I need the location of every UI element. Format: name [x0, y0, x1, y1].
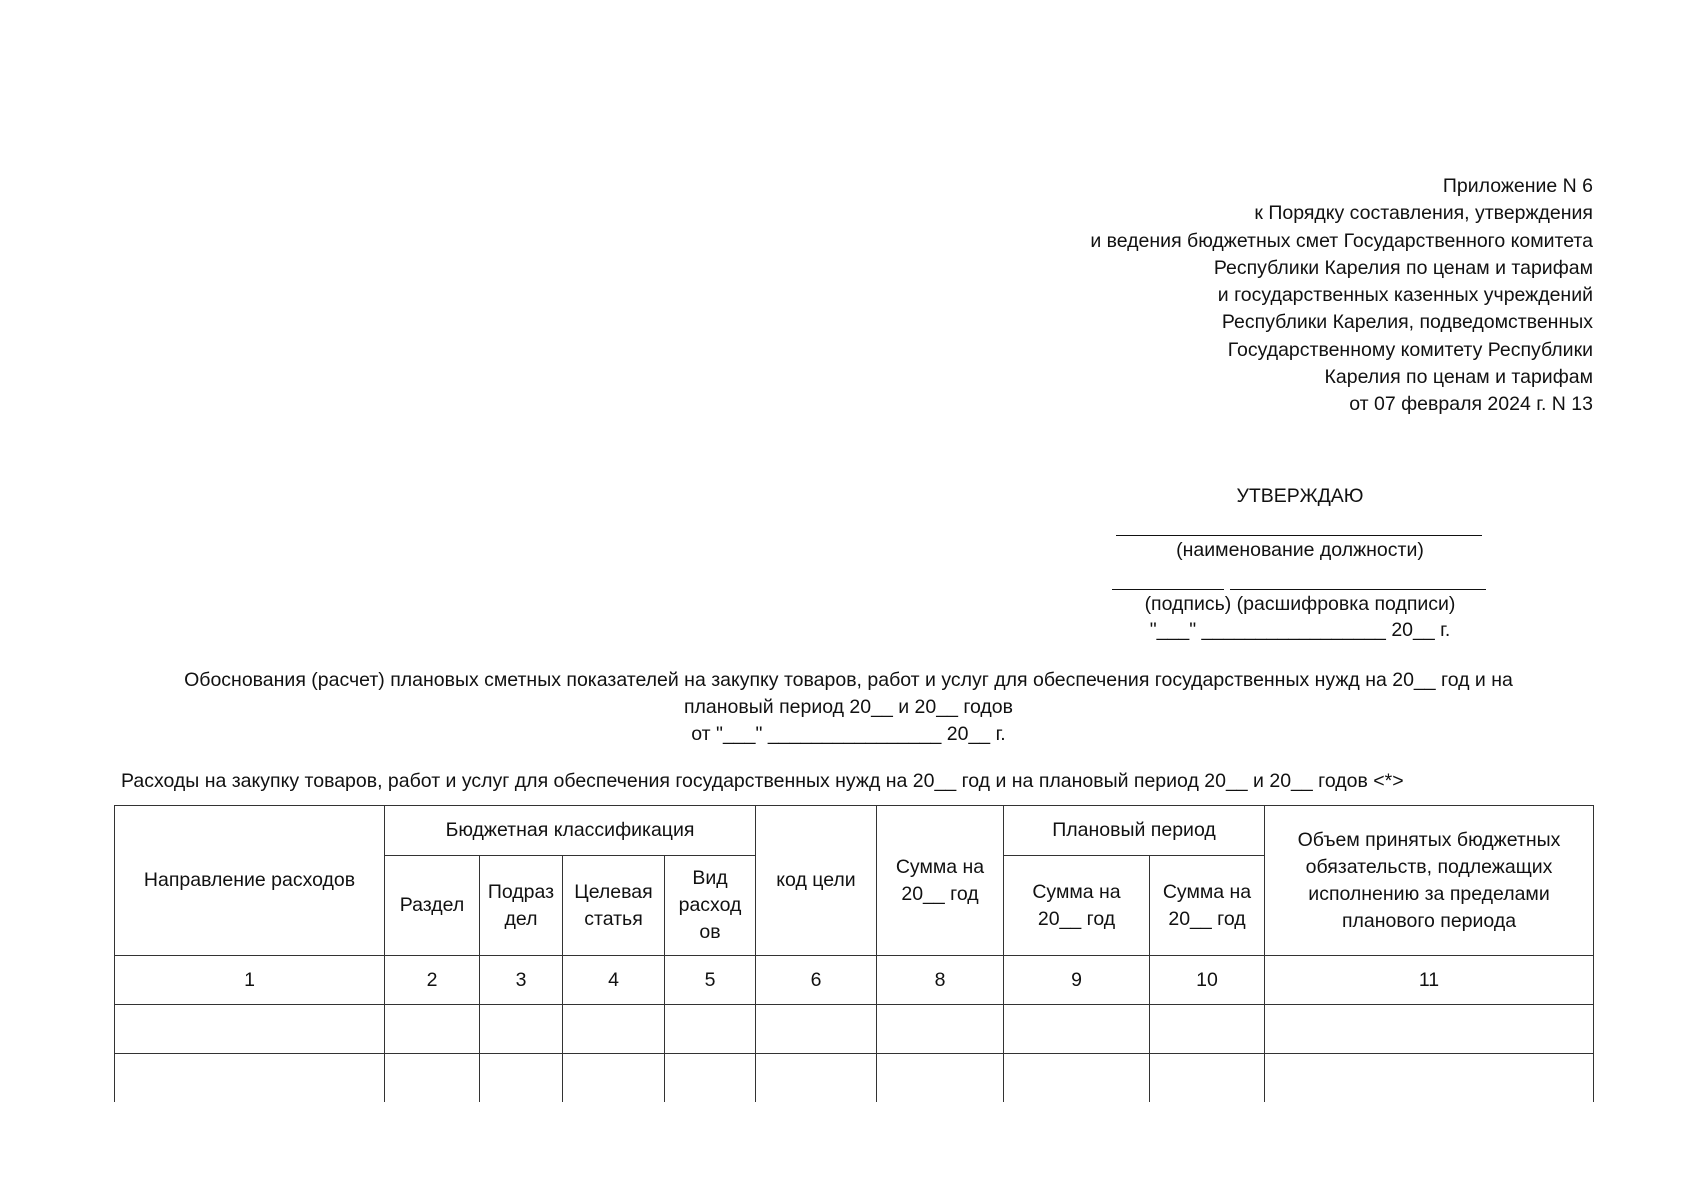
header-subsection-line: Подраз: [487, 880, 555, 903]
header-obligations-line: планового периода: [1341, 909, 1517, 932]
table-cell: [1265, 1054, 1594, 1103]
table-cell: [115, 1054, 385, 1103]
table-cell: [480, 1005, 563, 1054]
column-numbers-row: [115, 956, 1594, 1005]
title-line: Обоснования (расчет) плановых сметных показателей на закупку товаров, работ и услуг для обеспечения государственных нужд на 20__ год и на: [184, 669, 1513, 691]
header-target-article-line: статья: [584, 907, 643, 930]
header-plan-sum-line: Сумма на: [1032, 880, 1121, 903]
header-goal-code: код цели: [756, 806, 877, 956]
page-crop-mask: [0, 1106, 1697, 1200]
approval-date-line: "___" _________________ 20__ г.: [1149, 619, 1451, 641]
header-direction: Направление расходов: [115, 806, 385, 956]
header-plan-sum-line: Сумма на: [1162, 880, 1252, 903]
appendix-line: Республики Карелия по ценам и тарифам: [1213, 256, 1593, 279]
signature-transcript-line: [1230, 589, 1486, 590]
table-cell: [1150, 1054, 1265, 1103]
table-subtitle: Расходы на закупку товаров, работ и услуг для обеспечения государственных нужд на 20__ год и на плановый период 20__ и 20__ годов <*>: [121, 770, 1404, 792]
column-number: 2: [385, 956, 480, 1005]
appendix-line: Государственному комитету Республики: [1227, 338, 1593, 361]
table-cell: [563, 1005, 665, 1054]
table-cell: [665, 1054, 756, 1103]
header-target-article-line: Целевая: [574, 880, 653, 903]
table-row: [115, 1054, 1594, 1103]
header-expense-type-line: Вид: [692, 867, 728, 889]
header-subsection-line: дел: [504, 907, 538, 930]
header-sum-line: Сумма на: [895, 855, 985, 878]
table-row: [115, 1005, 1594, 1054]
appendix-header: [893, 173, 1593, 419]
title-date: от "___" ________________ 20__ г.: [691, 723, 1006, 745]
appendix-line: Республики Карелия, подведомственных: [1221, 311, 1593, 334]
appendix-line: и государственных казенных учреждений: [1217, 284, 1593, 307]
header-section: Раздел: [385, 856, 480, 956]
table-cell: [756, 1054, 877, 1103]
table-cell: [877, 1005, 1004, 1054]
column-number: 10: [1150, 956, 1265, 1005]
position-caption: (наименование должности): [1176, 539, 1424, 561]
appendix-line: и ведения бюджетных смет Государственного комитета: [1090, 229, 1593, 252]
column-number: 11: [1265, 956, 1594, 1005]
expenses-table: [114, 805, 1594, 1102]
table-cell: [563, 1054, 665, 1103]
table-cell: [756, 1005, 877, 1054]
table-cell: [1265, 1005, 1594, 1054]
header-plan-sum-2: [1150, 856, 1265, 956]
header-budget-classification: Бюджетная классификация: [385, 806, 756, 856]
appendix-line: от 07 февраля 2024 г. N 13: [1349, 393, 1593, 416]
header-obligations-line: Объем принятых бюджетных: [1297, 828, 1561, 851]
header-target-article: [563, 856, 665, 956]
column-number: 6: [756, 956, 877, 1005]
header-plan-sum-line: 20__ год: [1168, 907, 1246, 930]
header-plan-sum-1: [1004, 856, 1150, 956]
document-title: [150, 667, 1547, 748]
column-number: 5: [665, 956, 756, 1005]
header-expense-type: [665, 856, 756, 956]
header-obligations-line: исполнению за пределами: [1308, 882, 1550, 905]
column-number: 9: [1004, 956, 1150, 1005]
header-planned-period: Плановый период: [1004, 806, 1265, 856]
column-number: 4: [563, 956, 665, 1005]
column-number: 3: [480, 956, 563, 1005]
header-subsection: [480, 856, 563, 956]
header-expense-type-line: расход: [678, 894, 742, 916]
table-cell: [480, 1054, 563, 1103]
header-obligations-line: обязательств, подлежащих: [1305, 855, 1553, 878]
column-number: 8: [877, 956, 1004, 1005]
appendix-line: Карелия по ценам и тарифам: [1324, 366, 1593, 389]
header-expense-type-line: ов: [699, 921, 721, 943]
table-cell: [877, 1054, 1004, 1103]
approval-title: УТВЕРЖДАЮ: [1236, 485, 1364, 507]
header-obligations: [1265, 806, 1594, 956]
header-sum: [877, 806, 1004, 956]
signature-line: [1112, 589, 1224, 590]
table-cell: [385, 1005, 480, 1054]
table-cell: [665, 1005, 756, 1054]
table-cell: [385, 1054, 480, 1103]
title-line: плановый период 20__ и 20__ годов: [683, 696, 1014, 718]
appendix-line: Приложение N 6: [1442, 175, 1593, 197]
position-line: [1116, 535, 1482, 536]
table-cell: [1004, 1005, 1150, 1054]
signature-caption: (подпись) (расшифровка подписи): [1144, 593, 1456, 615]
column-number: 1: [115, 956, 385, 1005]
table-cell: [1004, 1054, 1150, 1103]
appendix-line: к Порядку составления, утверждения: [1254, 202, 1593, 225]
header-plan-sum-line: 20__ год: [1037, 907, 1116, 930]
table-cell: [1150, 1005, 1265, 1054]
header-sum-line: 20__ год: [901, 882, 979, 905]
table-cell: [115, 1005, 385, 1054]
